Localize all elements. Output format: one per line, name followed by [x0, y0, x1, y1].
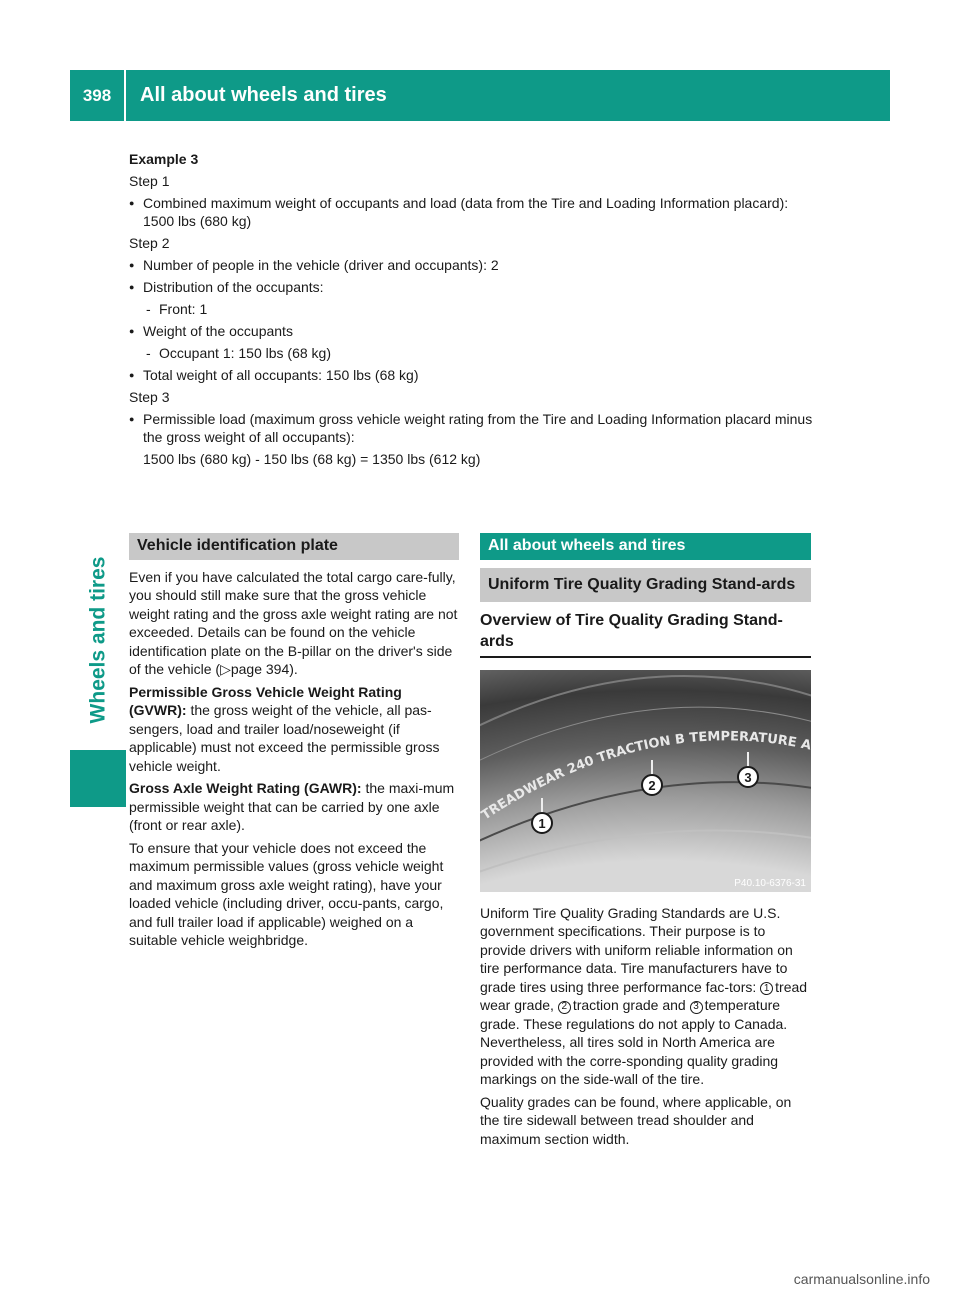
callout-3-inline: 3: [690, 1001, 703, 1014]
vehicle-plate-text: Even if you have calculated the total cargo care-fully, you should still make sure that the gross vehicle weight rating and the gross axle weight rating are not exceeded. Details can be found on the vehicle identification plate on the B-pillar on the driver's side of the vehicle (: [129, 568, 458, 677]
gawr-paragraph: [129, 779, 459, 835]
step-1-label: Step 1: [129, 173, 170, 189]
svg-text:1: 1: [538, 815, 546, 831]
page-header: [70, 70, 890, 121]
step-2-label: Step 2: [129, 235, 170, 251]
callout-1: [532, 813, 552, 833]
callout-1-inline: 1: [760, 982, 773, 995]
svg-text:2: 2: [648, 777, 656, 793]
svg-text:3: 3: [744, 769, 752, 785]
gawr-text: the maxi-mum permissible weight that can be carried by one axle (front or rear axle).: [129, 780, 455, 833]
step-2-bullet-total: ● Total weight of all occupants: 150 lbs (68 kg): [129, 366, 819, 384]
quality-grades-paragraph: Quality grades can be found, where applicable, on the tire sidewall between tread shoulder and maximum section width.: [480, 1093, 792, 1147]
gvwr-text: the gross weight of the vehicle, all pas-sengers, load and trailer load/noseweight (if applicable) must not exceed the permissible gross vehicle weight.: [129, 702, 440, 774]
gvwr-label: Permissible Gross Vehicle Weight Rating (GVWR):: [129, 683, 402, 718]
tire-sidewall-illustration: [480, 670, 811, 892]
page-reference-link[interactable]: page 394).: [230, 661, 298, 677]
step-1-bullet: ● Combined maximum weight of occupants and load (data from the Tire and Loading Information placard): 1500 lbs (680 kg): [129, 194, 819, 230]
step-2-sub-occupant: - Occupant 1: 150 lbs (68 kg): [129, 344, 819, 362]
callout-2-inline: 2: [558, 1001, 571, 1014]
step-2-sub-front: - Front: 1: [129, 300, 819, 318]
utqg-paragraph: [480, 904, 811, 1089]
example-section: [129, 150, 819, 472]
step-2-bullet-people: ● Number of people in the vehicle (driver and occupants): 2: [129, 256, 819, 274]
wheels-tires-heading: All about wheels and tires: [480, 533, 811, 560]
step-3-calculation: 1500 lbs (680 kg) - 150 lbs (68 kg) = 1350 lbs (612 kg): [143, 451, 481, 467]
step-3-bullet: ● Permissible load (maximum gross vehicle weight rating from the Tire and Loading Information placard minus the gross weight of all occupants):: [129, 410, 819, 446]
step-3-label: Step 3: [129, 389, 170, 405]
step-2-bullet-weight: ● Weight of the occupants: [129, 322, 819, 340]
example-heading: Example 3: [129, 151, 199, 167]
gawr-label: Gross Axle Weight Rating (GAWR):: [129, 780, 362, 796]
step-2-bullet-distribution: ● Distribution of the occupants:: [129, 278, 819, 296]
vehicle-plate-heading: Vehicle identification plate: [129, 533, 459, 560]
vehicle-plate-paragraph: [129, 568, 459, 679]
side-chapter-text: Wheels and tires: [86, 556, 110, 724]
utqg-text-d: temperature grade. These regulations do not apply to Canada. Nevertheless, all tires sold in North America are provided with the corre-sponding quality grading markings on the side-wall of the tire.: [480, 997, 788, 1087]
page-ref-arrow-icon: ▷: [220, 661, 231, 677]
side-chapter-marker: [70, 750, 126, 807]
left-column: [129, 533, 459, 954]
watermark: carmanualsonline.info: [793, 1271, 930, 1287]
callout-3: [738, 767, 758, 787]
side-chapter-label: [70, 540, 126, 740]
utqg-overview-title: Overview of Tire Quality Grading Stand-ards: [480, 610, 811, 658]
utqg-text-c: traction grade and: [572, 997, 686, 1013]
sidewall-text: TREADWEAR 240 TRACTION B TEMPERATURE: [480, 728, 798, 823]
utqg-text-b: tread wear grade,: [480, 978, 808, 1013]
callout-2: [642, 775, 662, 795]
tire-sidewall-figure: [480, 670, 811, 892]
figure-code: P40.10-6376-31: [734, 877, 806, 889]
weighbridge-paragraph: To ensure that your vehicle does not exceed the maximum permissible values (gross vehicle weight and maximum gross axle weight rating), have your loaded vehicle (including driver, occu-pants, cargo, and full trailer load if applicable) weighed on a suitable vehicle weighbridge.: [129, 839, 444, 948]
utqg-text-a: Uniform Tire Quality Grading Standards are U.S. government specifications. Their purpose is to provide drivers with uniform reliable information on tire performance data. Tire manufacturers have to grade tires using three performance fac-tors:: [480, 904, 793, 995]
right-column: [480, 533, 811, 1152]
header-title: All about wheels and tires: [140, 84, 387, 106]
utqg-subheading: Uniform Tire Quality Grading Stand-ards: [480, 568, 811, 602]
page-number: 398: [70, 70, 126, 121]
gvwr-paragraph: [129, 683, 459, 776]
